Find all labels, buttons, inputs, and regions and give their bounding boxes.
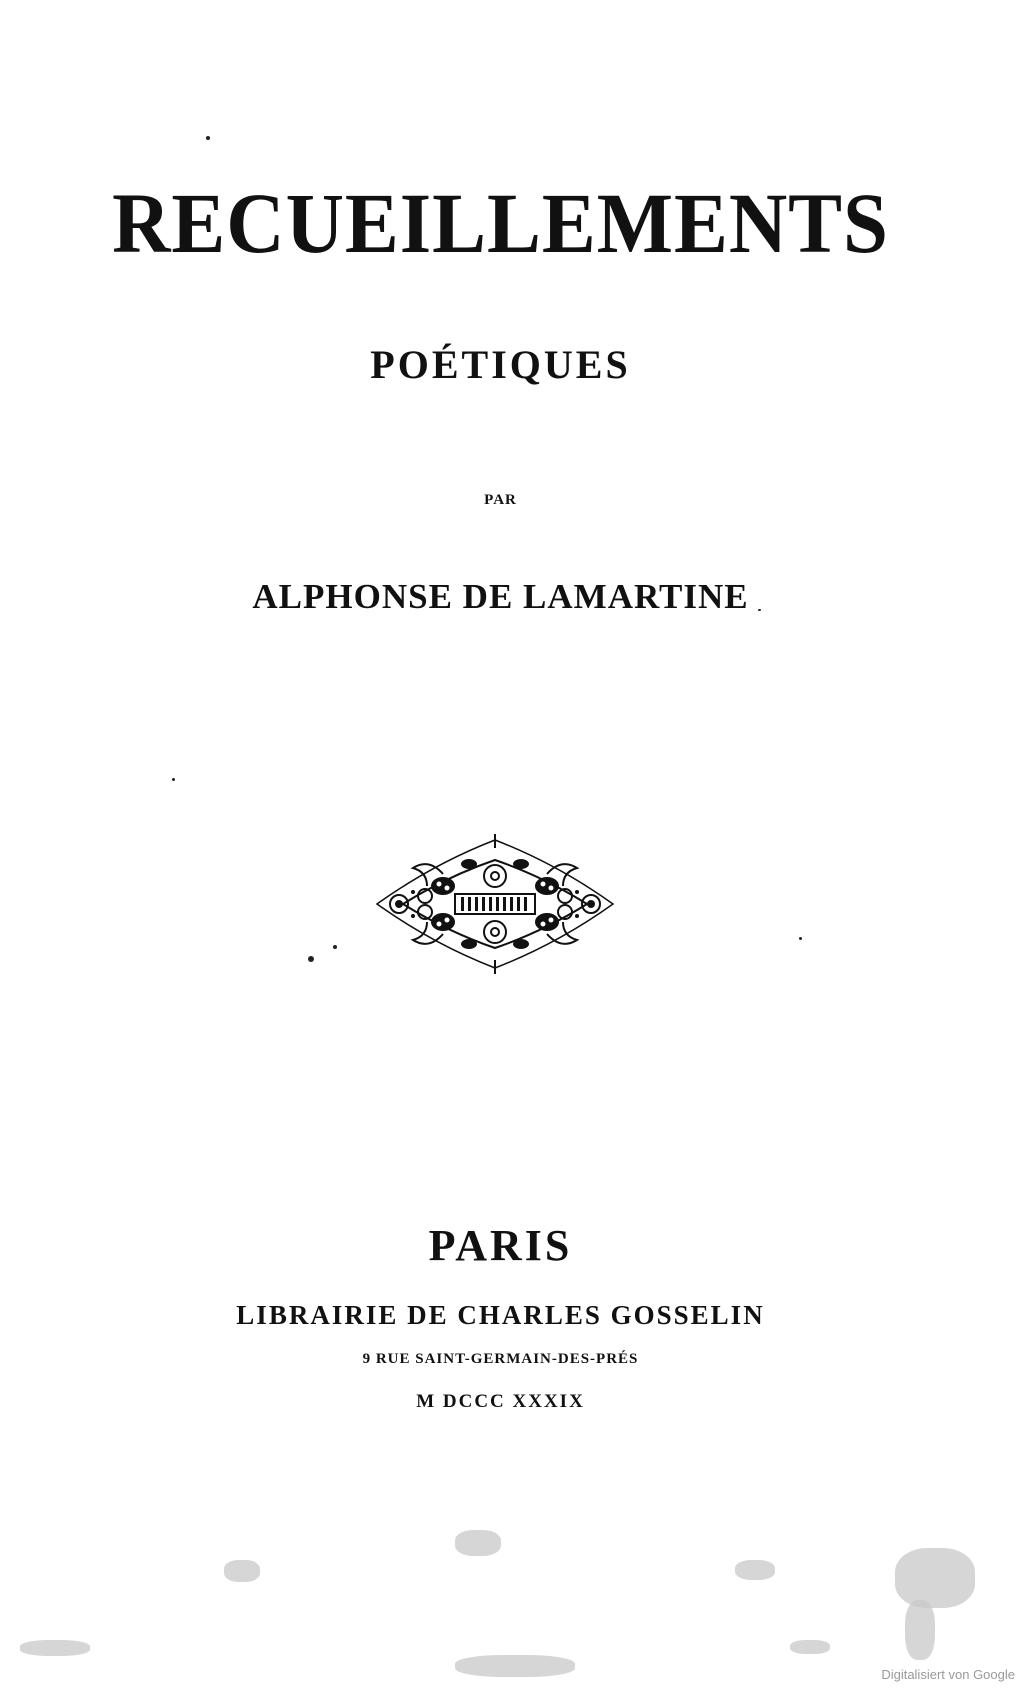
ornamental-vignette-icon (373, 834, 617, 974)
scan-speck (206, 136, 210, 140)
scan-speck (172, 778, 175, 781)
scan-smudge (895, 1548, 975, 1608)
scan-smudge (735, 1560, 775, 1580)
book-title: RECUEILLEMENTS (112, 175, 889, 271)
scan-speck (333, 945, 337, 949)
by-label: PAR (484, 492, 517, 508)
digitization-watermark: Digitalisiert von Google (881, 1667, 1015, 1682)
scan-smudge (455, 1655, 575, 1677)
scan-smudge (790, 1640, 830, 1654)
scan-speck (799, 937, 802, 940)
scan-smudge (455, 1530, 501, 1556)
imprint-year: M DCCC XXXIX (416, 1391, 585, 1412)
imprint-publisher: LIBRAIRIE DE CHARLES GOSSELIN (236, 1300, 765, 1330)
imprint-city: PARIS (428, 1221, 573, 1270)
scan-speck (758, 609, 761, 611)
scan-smudge (20, 1640, 90, 1656)
author-name: ALPHONSE DE LAMARTINE (252, 577, 749, 616)
scan-speck (308, 956, 314, 962)
book-subtitle: POÉTIQUES (370, 342, 631, 387)
scan-smudge (905, 1600, 935, 1660)
scan-smudge (224, 1560, 260, 1582)
imprint-address: 9 RUE SAINT-GERMAIN-DES-PRÉS (362, 1351, 639, 1367)
